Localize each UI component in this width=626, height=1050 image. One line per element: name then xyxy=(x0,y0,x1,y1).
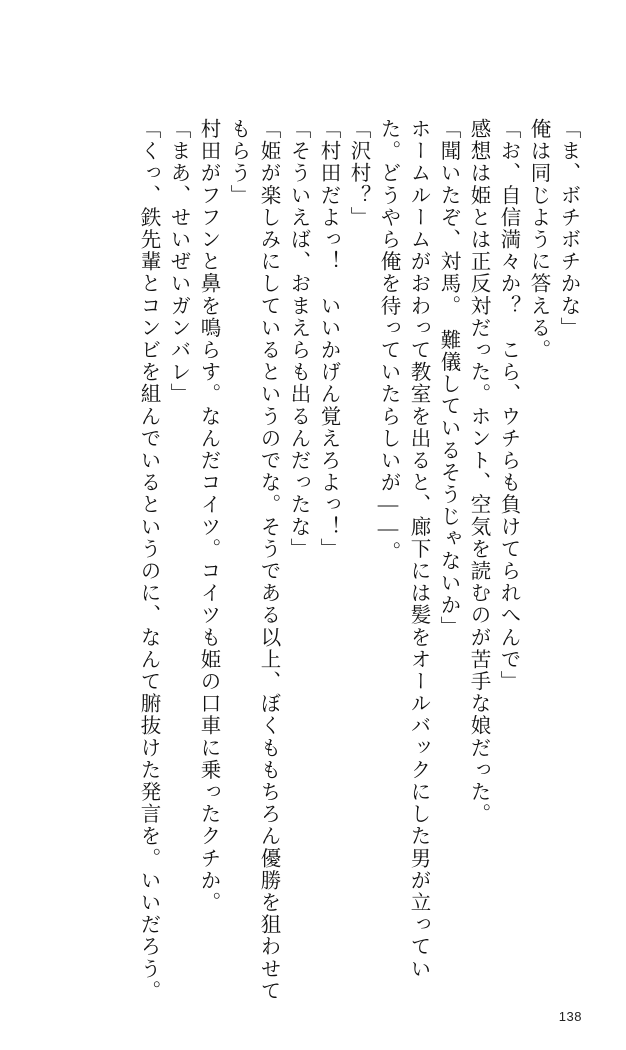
text-line: 「お、自信満々か？ こら、ウチらも負けてられへんで」 xyxy=(497,118,519,693)
text-line: 俺は同じように答える。 xyxy=(527,118,549,362)
page-number: 138 xyxy=(558,1009,582,1024)
text-line: 「まあ、せいぜいガンバレ」 xyxy=(167,118,189,406)
text-line: 「ま、ボチボチかな」 xyxy=(557,118,579,339)
text-line: 「聞いたぞ、対馬。 難儀しているそうじゃないか」 xyxy=(437,118,459,639)
text-line-ruby: 「くっ、鉄先輩とコンビを組んでいるというのに、なんて腑抜けた発言を。いいだろう。 xyxy=(137,118,159,1002)
text-line-ruby: 「村田だよっ！ いいかげん覚えろよっ！」 xyxy=(317,118,339,560)
text-line: 村田がフフンと鼻を鳴らす。なんだコイツ。コイツも姫の口車に乗ったクチか。 xyxy=(197,118,219,914)
vertical-text-block xyxy=(128,118,579,1002)
text-line-ruby: 「沢村？」 xyxy=(347,118,369,229)
text-line: 感想は姫とは正反対だった。ホント、空気を読むのが苦手な娘だった。 xyxy=(467,118,489,826)
text-line: ホームルームがおわって教室を出ると、廊下には髪をオールバックにした男が立ってい xyxy=(407,118,429,980)
text-line: 「そういえば、おまえらも出るんだったな」 xyxy=(287,118,309,560)
text-line: 「姫が楽しみにしているというのでな。そうである以上、ぼくももちろん優勝を狙わせて xyxy=(257,118,279,1002)
text-line: もらう」 xyxy=(227,118,249,207)
text-line: た。どうやら俺を待っていたらしいが――。 xyxy=(377,118,399,563)
